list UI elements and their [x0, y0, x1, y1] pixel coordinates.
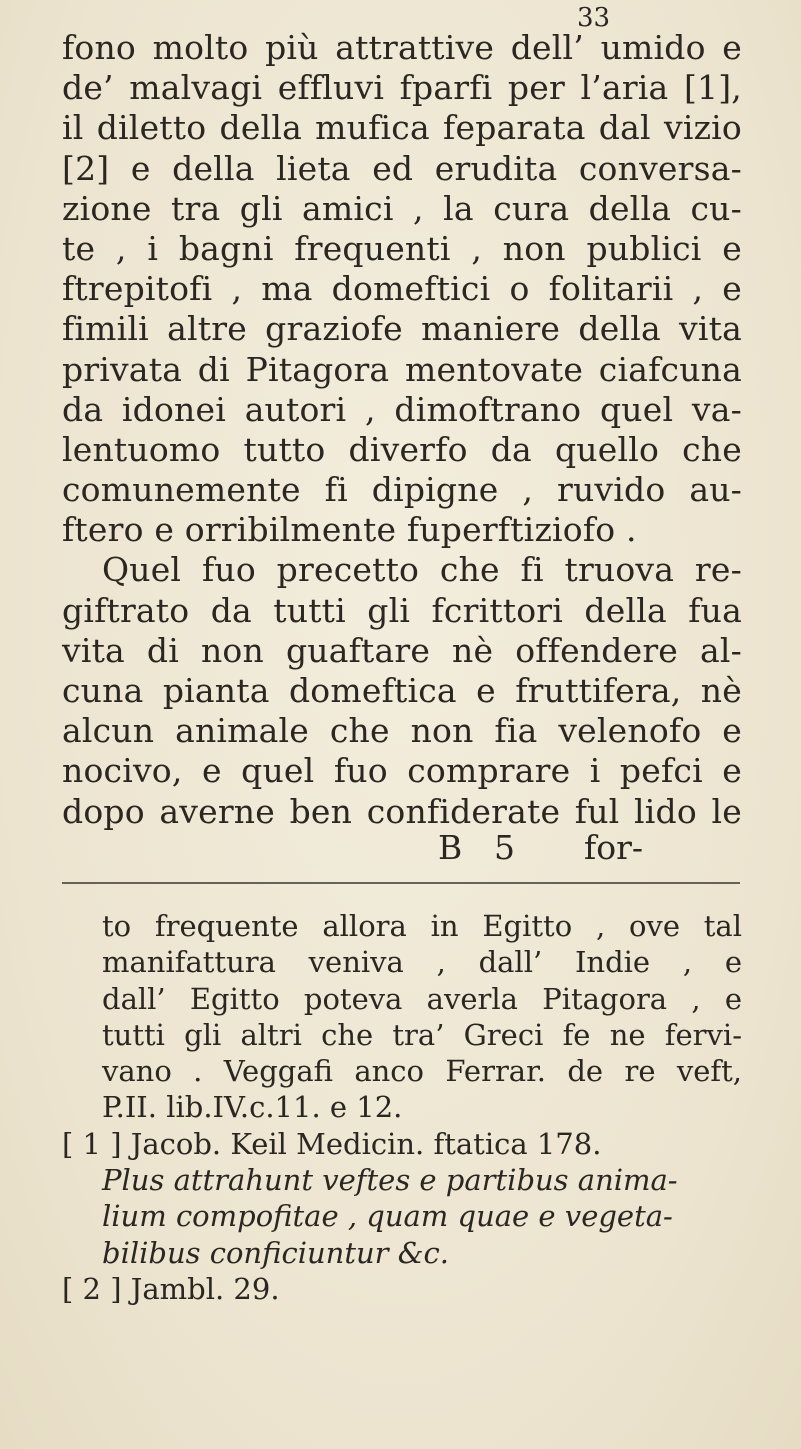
- footnote-reference: [ 1 ] Jacob. Keil Medicin. ftatica 178.: [62, 1126, 602, 1161]
- footnote-line: vano . Veggafi anco Ferrar. de re veft,: [102, 1054, 742, 1089]
- text-line: fono molto più attrattive dell’ umido e: [62, 28, 742, 67]
- footnote-quote-line: bilibus conficiuntur &c.: [102, 1235, 450, 1270]
- text-line: da idonei autori , dimoftrano quel va-: [62, 389, 742, 429]
- text-line: nocivo, e quel fuo comprare i pefci e: [62, 751, 742, 791]
- text-line: comunemente fi dipigne , ruvido au-: [62, 470, 742, 510]
- text-line: ftero e orribilmente fuperftiziofo .: [62, 510, 637, 550]
- text-line: de’ malvagi effluvi fparfi per l’aria [1],: [62, 68, 742, 108]
- footnote-line: dall’ Egitto poteva averla Pitagora , e: [102, 981, 742, 1016]
- text-line: vita di non guaftare nè offendere al-: [62, 630, 742, 670]
- catchword: for-: [584, 828, 644, 867]
- text-line: te , i bagni frequenti , non publici e: [62, 228, 742, 268]
- text-line: fimili altre graziofe maniere della vita: [62, 309, 742, 349]
- signature-mark: B: [438, 828, 463, 867]
- text-line: dopo averne ben confiderate ful lido le: [62, 791, 742, 831]
- footnote-line: to frequente allora in Egitto , ove tal: [102, 909, 742, 943]
- text-line: Quel fuo precetto che fi truova re-: [102, 550, 742, 590]
- signature-number: 5: [494, 828, 515, 867]
- text-line: ftrepitofi , ma domeftici o folitarii , e: [62, 269, 742, 309]
- text-line: [2] e della lieta ed erudita conversa-: [62, 148, 742, 188]
- text-line: il diletto della mufica feparata dal vizio: [62, 108, 742, 148]
- footnote-quote-line: Plus attrahunt veftes e partibus anima-: [102, 1163, 678, 1198]
- footnotes-block: [62, 908, 742, 1307]
- text-line: alcun animale che non fia velenofo e: [62, 711, 742, 751]
- footnote-reference: [ 2 ] Jambl. 29.: [62, 1271, 280, 1306]
- footnote-line: tutti gli altri che tra’ Greci fe ne fervi-: [102, 1017, 742, 1052]
- text-line: giftrato da tutti gli fcrittori della fua: [62, 590, 742, 630]
- text-line: privata di Pitagora mentovate ciafcuna: [62, 349, 742, 389]
- text-line: zione tra gli amici , la cura della cu-: [62, 188, 742, 228]
- footnote-quote-line: lium compofitae , quam quae e vegeta-: [102, 1199, 673, 1234]
- footnote-line: P.II. lib.IV.c.11. e 12.: [102, 1090, 403, 1125]
- footnote-line: manifattura veniva , dall’ Indie , e: [102, 945, 742, 980]
- text-line: cuna pianta domeftica e fruttifera, nè: [62, 671, 742, 710]
- signature-line: [0, 828, 801, 868]
- page-number: 33: [577, 3, 611, 33]
- text-line: lentuomo tutto diverfo da quello che: [62, 429, 742, 469]
- footnote-divider: [62, 882, 740, 884]
- main-text-block: [62, 28, 742, 832]
